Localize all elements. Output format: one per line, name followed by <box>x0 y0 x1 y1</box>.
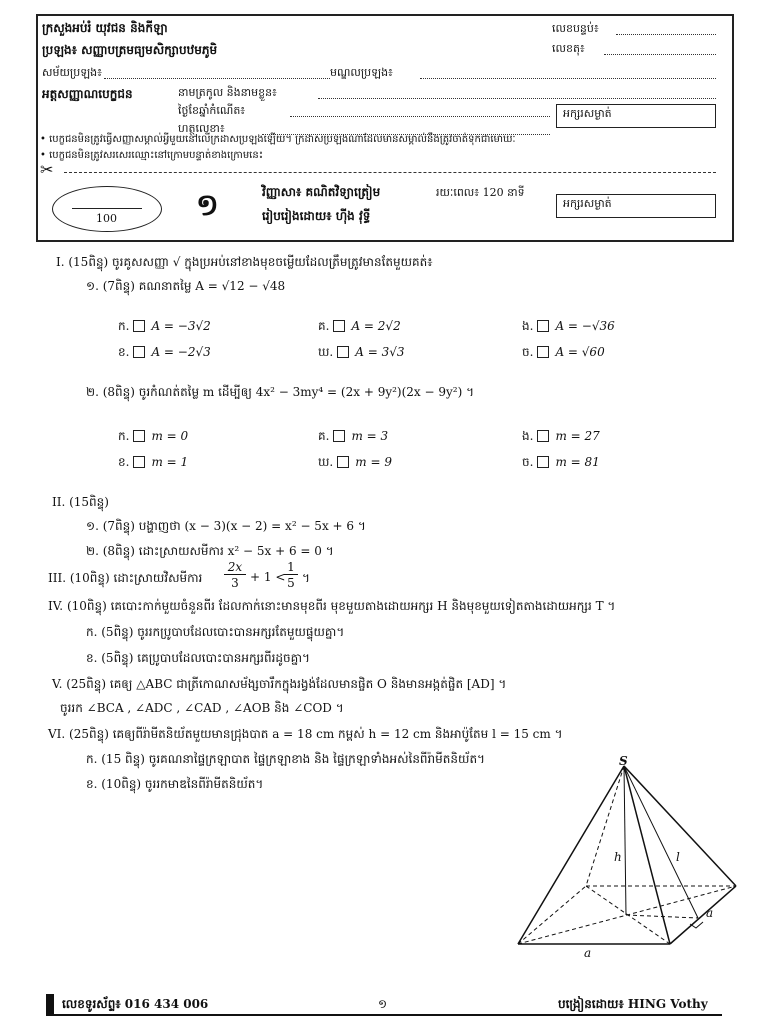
q1-1-choice-a[interactable]: ក. A = −3√2 <box>118 319 211 333</box>
q1-1-choice-b[interactable]: ខ. A = −2√3 <box>118 345 211 359</box>
fraction-1-numerator: 2x <box>224 560 246 575</box>
question-6-a: ក. (15 ពិន្ទុ) ចូរគណនាផ្ទៃក្រឡាបាត ផ្ទៃក្រឡាខាង និង ផ្ទៃក្រឡាទាំងអស់នៃពីរ៉ាមីតនិយ័ត។ <box>86 752 485 766</box>
seat-number-dotted-line <box>604 54 716 55</box>
q1-2-choice-f[interactable]: ច. m = 81 <box>522 455 600 469</box>
lateral-edge-2 <box>624 766 670 944</box>
checkbox[interactable] <box>133 320 145 332</box>
fraction-2-numerator: 1 <box>284 560 298 575</box>
q1-1-choice-d[interactable]: ឃ. A = 3√3 <box>318 345 405 359</box>
note-2: • បេក្ខជនមិនត្រូវសរសេរឈ្មោះនៅក្រោមបន្ទាត់ខាងក្រោមនេះ <box>40 150 264 161</box>
q1-2-choice-e[interactable]: ង. m = 27 <box>522 429 600 443</box>
lateral-edge-1 <box>518 766 624 944</box>
note-1: • បេក្ខជនមិនត្រូវធ្វើសញ្ញាសម្គាល់អ្វីមួយនៅលើក្រដាសប្រឡងឡើយ។ ក្រដាសប្រឡងណាដែលមានសម្គាល់នឹងត្រូវចាត់ទុកជាមោឃៈ <box>40 134 516 145</box>
seat-number-label: លេខតុ៖ <box>552 42 585 55</box>
inequality-end: ។ <box>302 571 310 585</box>
checkbox[interactable] <box>333 320 345 332</box>
checkbox[interactable] <box>133 456 145 468</box>
q1-1-choice-c[interactable]: គ. A = 2√2 <box>318 319 401 333</box>
question-5-sub: ចូររក ∠BCA , ∠ADC , ∠CAD , ∠AOB និង ∠COD ។ <box>60 701 344 715</box>
inequality-middle: + 1 < <box>250 570 286 584</box>
side-right-label: a <box>706 906 714 920</box>
name-dotted-line <box>318 98 716 99</box>
checkbox[interactable] <box>537 346 549 358</box>
question-1-1: ១. (7ពិន្ទុ) គណនាតម្លៃ A = √12 − √48 <box>86 279 286 293</box>
lateral-edge-hidden <box>586 766 624 886</box>
center-label: មណ្ឌលប្រឡង៖ <box>330 66 393 79</box>
footer-page-number: ១ <box>378 997 388 1011</box>
q1-2-choice-d[interactable]: ឃ. m = 9 <box>318 455 392 469</box>
score-total: 100 <box>96 212 117 225</box>
duration-label: រយៈពេល៖ 120 នាទី <box>436 186 525 199</box>
checkbox[interactable] <box>537 430 549 442</box>
question-4-a: ក. (5ពិន្ទុ) ចូររកប្រូបាបដែលបោះបានអក្សរតែមួយផ្ទុយគ្នា។ <box>86 625 345 639</box>
question-2-title: II. (15ពិន្ទុ) <box>52 495 109 509</box>
session-dotted-line <box>104 78 330 79</box>
question-2-1: ១. (7ពិន្ទុ) បង្ហាញថា (x − 3)(x − 2) = x² − 5x + 6 ។ <box>86 519 366 533</box>
scissors-icon: ✂ <box>40 160 54 179</box>
right-angle-mark <box>690 922 703 928</box>
q1-1-choice-f[interactable]: ច. A = √60 <box>522 345 605 359</box>
apothem-line <box>624 766 698 918</box>
score-fraction-line <box>72 208 142 209</box>
exam-number: ១ <box>196 188 219 223</box>
question-4-title: IV. (10ពិន្ទុ) គេបោះកាក់មួយចំនួនពីរ ដែលកាក់នោះមានមុខពីរ មុខមួយតាងដោយអក្សរ H និងមុខមួយទៀតតាងដោយអក្សរ T ។ <box>48 599 616 613</box>
footer-phone: លេខទូរស័ព្ទ៖ 016 434 006 <box>62 997 209 1011</box>
height-line <box>624 766 626 915</box>
question-6-b: ខ. (10ពិន្ទុ) ចូររកមាឌនៃពីរ៉ាមីតនិយ័ត។ <box>86 777 264 791</box>
name-label: នាមត្រកូល និងនាមខ្លួន៖ <box>178 86 277 99</box>
fraction-2-denominator: 5 <box>287 576 295 590</box>
question-4-b: ខ. (5ពិន្ទុ) គេប្រូបាបដែលបោះបានអក្សរពីរដូចគ្នា។ <box>86 651 310 665</box>
cut-line <box>64 172 716 173</box>
session-label: សម័យប្រឡង៖ <box>42 66 102 79</box>
subject-label: វិញ្ញាសា៖ គណិតវិទ្យាត្រៀម <box>262 185 381 199</box>
apex-label: S <box>619 754 628 768</box>
apothem-label: l <box>676 850 680 864</box>
fraction-1-denominator: 3 <box>231 576 239 590</box>
q1-2-choice-a[interactable]: ក. m = 0 <box>118 429 189 443</box>
pyramid-figure <box>510 752 750 964</box>
exam-label: ប្រឡង៖ សញ្ញាបត្រមធ្យមសិក្សាបឋមភូមិ <box>42 43 218 57</box>
prepared-by-label: រៀបរៀងដោយ៖ ហ៊ីង វុទ្ធី <box>262 209 371 223</box>
ministry-label: ក្រសួងអប់រំ យុវជន និងកីឡា <box>42 21 168 35</box>
footer-bar <box>46 994 54 1014</box>
question-2-2: ២. (8ពិន្ទុ) ដោះស្រាយសមីការ x² − 5x + 6 = 0 ។ <box>86 544 334 558</box>
q1-2-choice-b[interactable]: ខ. m = 1 <box>118 455 189 469</box>
signature-label: ហត្ថលេខា៖ <box>178 122 225 135</box>
checkbox[interactable] <box>337 346 349 358</box>
room-number-dotted-line <box>616 34 716 35</box>
score-ellipse <box>52 186 162 232</box>
room-number-label: លេខបន្ទប់៖ <box>552 22 599 35</box>
checkbox[interactable] <box>133 430 145 442</box>
side-bottom-label: a <box>584 946 592 960</box>
lateral-edge-3 <box>624 766 736 886</box>
footer-line <box>46 1014 722 1016</box>
dob-dotted-line <box>290 116 550 117</box>
height-label: h <box>614 850 622 864</box>
footer-author: បង្រៀនដោយ៖ HING Vothy <box>558 997 708 1011</box>
q1-2-choice-c[interactable]: គ. m = 3 <box>318 429 389 443</box>
checkbox[interactable] <box>537 320 549 332</box>
candidate-label: អត្តសញ្ញាណបេក្ខជន <box>42 87 133 101</box>
dob-label: ថ្ងៃខែឆ្នាំកំណើត៖ <box>178 104 246 117</box>
question-5-title: V. (25ពិន្ទុ) គេឲ្យ △ABC ជាត្រីកោណសម័ង្សចារឹកក្នុងរង្វង់ដែលមានផ្ចិត O និងមានអង្កត់ផ្ចិត [AD] ។ <box>52 677 507 691</box>
secret-code-box-bottom: អក្សរសម្ងាត់ <box>556 194 716 218</box>
question-1-title: I. (15ពិន្ទុ) ចូរគូសសញ្ញា √ ក្នុងប្រអប់នៅខាងមុខចម្លើយដែលត្រឹមត្រូវមានតែមួយគត់៖ <box>56 255 433 269</box>
q1-1-choice-e[interactable]: ង. A = −√36 <box>522 319 615 333</box>
center-dotted-line <box>420 78 716 79</box>
checkbox[interactable] <box>133 346 145 358</box>
checkbox[interactable] <box>537 456 549 468</box>
question-1-2: ២. (8ពិន្ទុ) ចូរកំណត់តម្លៃ m ដើម្បីឲ្យ 4x² − 3my⁴ = (2x + 9y²)(2x − 9y²) ។ <box>86 385 474 399</box>
secret-code-box-top: អក្សរសម្ងាត់ <box>556 104 716 128</box>
checkbox[interactable] <box>333 430 345 442</box>
question-3-prefix: III. (10ពិន្ទុ) ដោះស្រាយវិសមីការ <box>48 571 203 585</box>
checkbox[interactable] <box>337 456 349 468</box>
question-6-title: VI. (25ពិន្ទុ) គេឲ្យពីរ៉ាមីតនិយ័តមួយមានជ្រុងបាត a = 18 cm កម្ពស់ h = 12 cm និងអាប៉ូតែម l = 15 cm ។ <box>48 727 563 741</box>
